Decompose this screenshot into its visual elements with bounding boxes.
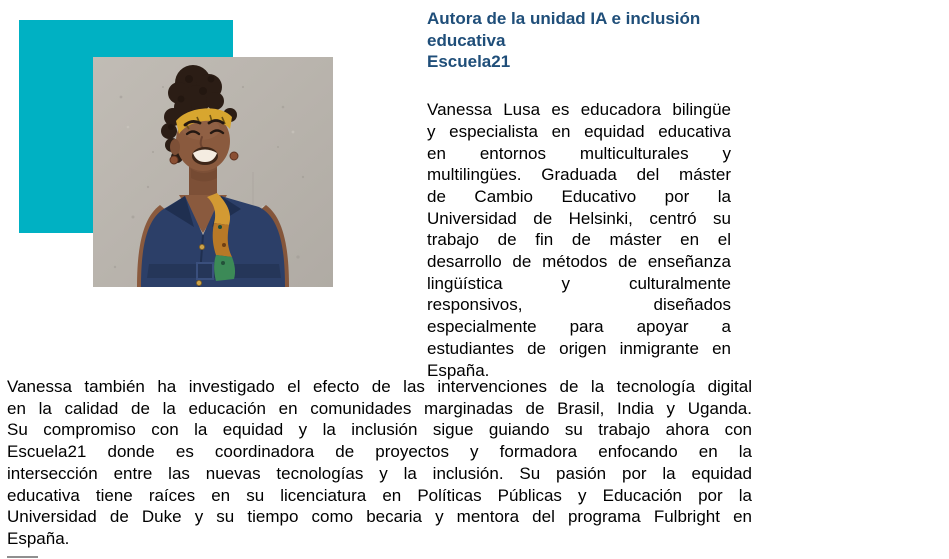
text-line: multilingües. Graduada del máster [427,165,731,185]
text-line: desarrollo de métodos de enseñanza [427,252,731,272]
text-line: Universidad de Helsinki, centró su [427,208,731,228]
left-ear [170,139,180,155]
text-line: intersección entre las nuevas tecnologías y la inclusión. Su pasión por la equidad [7,463,752,483]
text-line: Vanessa también ha investigado el efecto de las intervenciones de la tecnología digital [7,377,752,396]
org-name: Escuela21 [427,52,511,72]
right-earring [230,152,238,160]
text-line: especialmente para apoyar a [427,317,731,337]
text-line: en entornos multiculturales y [427,143,731,163]
smile [192,147,218,165]
text-line: estudiantes de origen inmigrante en [427,338,731,358]
text-line: de Cambio Educativo por la [427,186,731,206]
text-line: lingüística y culturalmente [427,273,731,293]
text-line: en la calidad de la educación en comunidades marginadas de Brasil, India y Uganda. [7,398,752,418]
text-line: Su compromiso con la equidad y la inclusión sigue guiando su trabajo ahora con [7,420,752,440]
text-line: y especialista en equidad educativa [427,121,731,141]
text-line: España. [7,528,70,548]
left-earring [170,156,178,164]
text-line: educativa tiene raíces en su licenciatura en Políticas Públicas y Educación por la [7,485,752,505]
bio-paragraph-column [427,99,731,381]
section-title: Autora de la unidad IA e inclusión educativa [427,9,701,50]
paragraph-gap [427,73,731,99]
text-line: Universidad de Duke y su tiempo como becaria y mentora del programa Fulbright en [7,507,752,527]
text-line: Vanessa Lusa es educadora bilingüe [427,100,731,120]
bio-paragraph-full-width [7,376,752,550]
text-line: trabajo de fin de máster en el [427,230,731,250]
author-bio-column [427,8,731,381]
text-line: Escuela21 donde es coordinadora de proyectos y formadora enfocando en la [7,442,752,462]
partial-horizontal-rule [7,556,38,558]
portrait-photo [93,57,333,287]
text-line: España. [427,360,490,380]
portrait-photo-illustration [93,57,333,287]
text-line: responsivos, diseñados [427,295,731,315]
